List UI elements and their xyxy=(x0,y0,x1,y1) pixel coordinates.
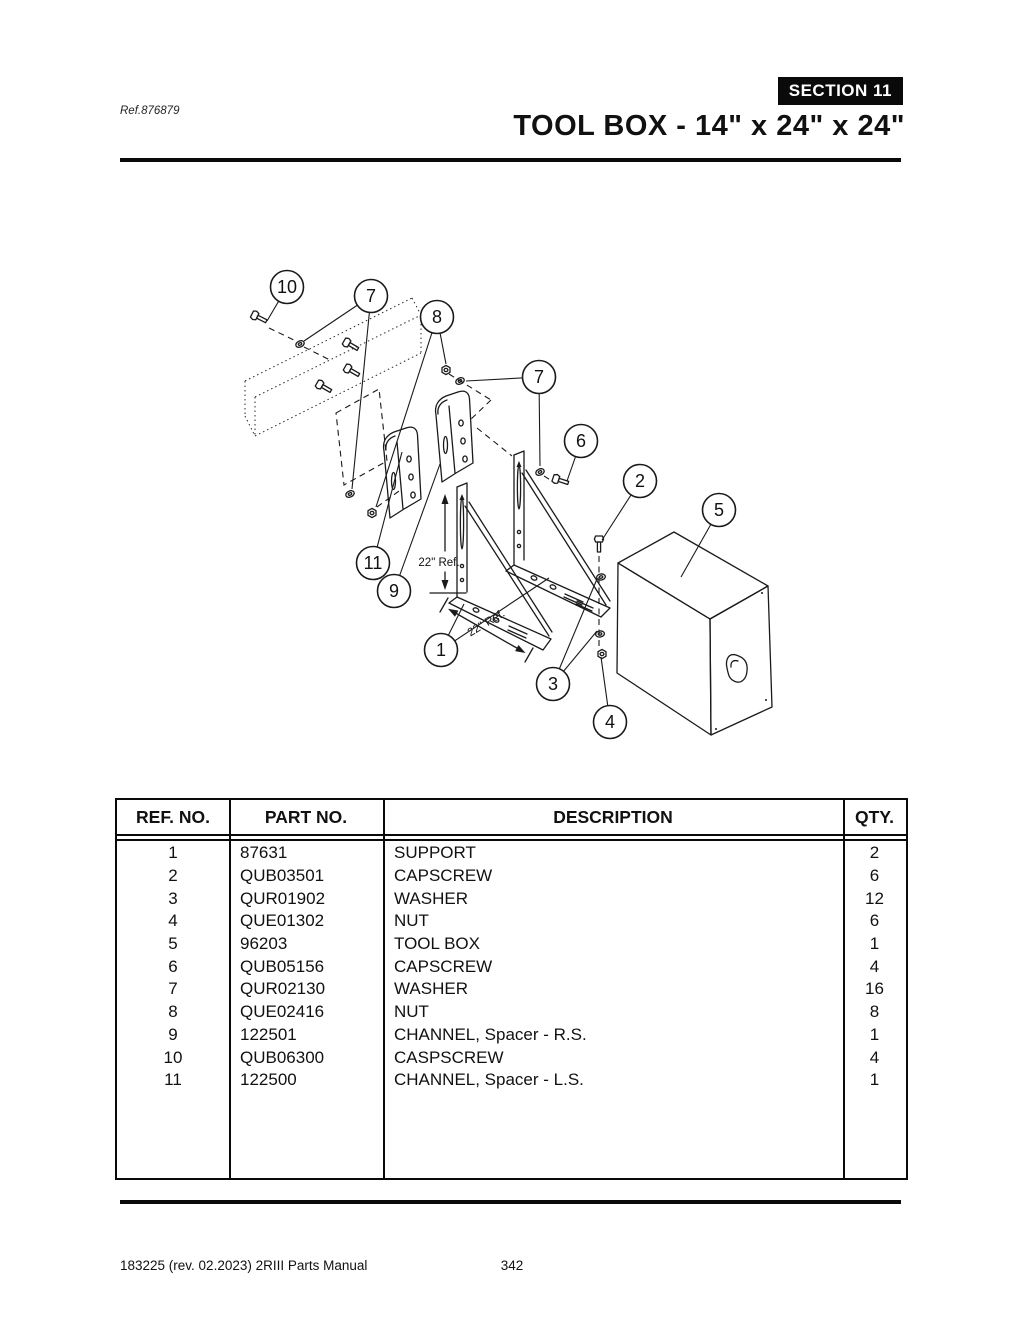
svg-text:4: 4 xyxy=(604,712,616,732)
svg-text:6: 6 xyxy=(575,431,587,451)
svg-text:8: 8 xyxy=(431,307,443,327)
callout-4 xyxy=(594,706,627,739)
table-row xyxy=(117,933,906,956)
callout-leader xyxy=(376,317,437,507)
cell-ref-no: 1 xyxy=(168,843,178,863)
footer-manual-info: 183225 (rev. 02.2023) 2RIII Parts Manual xyxy=(120,1258,368,1273)
hidden-bracket-outline xyxy=(336,389,387,485)
svg-text:10: 10 xyxy=(276,277,298,297)
cell-part-no: QUB03501 xyxy=(240,866,325,886)
cell-ref-no: 2 xyxy=(168,866,178,886)
dimension-vertical xyxy=(418,494,466,593)
table-row xyxy=(117,955,906,978)
table-row xyxy=(117,865,906,888)
callout-leader xyxy=(352,296,371,489)
table-row xyxy=(117,1069,906,1092)
fastener-glyphs xyxy=(250,310,606,659)
cell-qty: 8 xyxy=(869,1002,880,1022)
dimension-label-vertical: 22" Ref. xyxy=(418,557,460,569)
table-row xyxy=(117,1001,906,1024)
svg-text:3: 3 xyxy=(547,674,559,694)
callout-1 xyxy=(425,634,458,667)
table-row xyxy=(117,1046,906,1069)
cell-ref-no: 8 xyxy=(168,1002,178,1022)
header-underline xyxy=(117,834,906,836)
cell-ref-no: 6 xyxy=(168,956,178,976)
callout-11 xyxy=(357,547,390,580)
cell-qty: 4 xyxy=(869,1047,880,1067)
callout-7 xyxy=(523,361,556,394)
column-header-ref-no: REF. NO. xyxy=(136,806,210,827)
cell-qty: 1 xyxy=(869,1024,880,1044)
callout-7 xyxy=(355,280,388,313)
table-header-row xyxy=(117,800,906,834)
column-header-part-no: PART NO. xyxy=(264,806,348,827)
support-bracket-left xyxy=(449,483,552,650)
cell-part-no: QUR01902 xyxy=(240,888,326,908)
cell-qty: 6 xyxy=(869,911,880,931)
svg-text:1: 1 xyxy=(435,640,447,660)
cell-qty: 12 xyxy=(865,888,884,908)
table-body xyxy=(117,842,906,1092)
parts-table xyxy=(115,798,908,1180)
footer-rule xyxy=(120,1200,901,1204)
table-row xyxy=(117,887,906,910)
svg-text:7: 7 xyxy=(533,367,545,387)
document-ref-code: Ref.876879 xyxy=(120,105,180,117)
cell-description: CHANNEL, Spacer - L.S. xyxy=(394,1070,584,1090)
footer-page-number: 342 xyxy=(500,1258,524,1273)
table-row xyxy=(117,978,906,1001)
svg-text:9: 9 xyxy=(388,581,400,601)
cell-ref-no: 5 xyxy=(168,934,178,954)
cell-description: WASHER xyxy=(394,979,468,999)
header-underline xyxy=(117,839,906,841)
svg-text:11: 11 xyxy=(363,553,383,573)
callout-leader-lines xyxy=(267,287,719,722)
callout-6 xyxy=(565,425,598,458)
svg-text:2: 2 xyxy=(634,471,646,491)
cell-ref-no: 11 xyxy=(164,1070,182,1090)
cell-qty: 1 xyxy=(869,934,880,954)
table-row xyxy=(117,910,906,933)
cell-part-no: QUE01302 xyxy=(240,911,325,931)
callout-bubbles xyxy=(271,271,736,739)
callout-9 xyxy=(378,575,411,608)
cell-description: CAPSCREW xyxy=(394,956,493,976)
table-row xyxy=(117,1024,906,1047)
cell-qty: 16 xyxy=(865,979,884,999)
dimension-label-diagonal: 22" Ref. xyxy=(465,607,508,640)
cell-qty: 6 xyxy=(869,866,880,886)
cell-part-no: QUB06300 xyxy=(240,1047,325,1067)
exploded-diagram xyxy=(0,180,1024,795)
cell-description: CHANNEL, Spacer - R.S. xyxy=(394,1024,587,1044)
channel-spacer-rs xyxy=(436,391,473,482)
channel-spacer-ls xyxy=(384,427,421,518)
column-header-qty: QTY. xyxy=(855,806,894,827)
cell-description: NUT xyxy=(394,1002,429,1022)
cell-part-no: 96203 xyxy=(240,934,288,954)
page-title: TOOL BOX - 14" x 24" x 24" xyxy=(513,110,905,142)
section-badge: SECTION 11 xyxy=(778,77,903,105)
callout-3 xyxy=(537,668,570,701)
svg-text:7: 7 xyxy=(365,286,377,306)
cell-ref-no: 3 xyxy=(168,888,178,908)
svg-text:5: 5 xyxy=(713,500,725,520)
cell-qty: 1 xyxy=(869,1070,880,1090)
cell-part-no: QUR02130 xyxy=(240,979,326,999)
cell-part-no: 87631 xyxy=(240,843,288,863)
column-header-description: DESCRIPTION xyxy=(553,806,673,827)
callout-10 xyxy=(271,271,304,304)
table-row xyxy=(117,842,906,865)
cell-part-no: QUB05156 xyxy=(240,956,325,976)
cell-description: TOOL BOX xyxy=(394,934,480,954)
callout-8 xyxy=(421,301,454,334)
cell-description: CAPSCREW xyxy=(394,866,493,886)
cell-ref-no: 9 xyxy=(168,1024,178,1044)
cell-part-no: 122500 xyxy=(240,1070,297,1090)
frame-rail-phantom xyxy=(245,298,421,436)
cell-qty: 2 xyxy=(869,843,880,863)
cell-part-no: QUE02416 xyxy=(240,1002,325,1022)
cell-ref-no: 7 xyxy=(168,979,178,999)
cell-description: CASPSCREW xyxy=(394,1047,504,1067)
cell-description: NUT xyxy=(394,911,429,931)
cell-part-no: 122501 xyxy=(240,1024,297,1044)
header-rule xyxy=(120,158,901,162)
callout-2 xyxy=(624,465,657,498)
cell-ref-no: 10 xyxy=(163,1047,183,1067)
toolbox-part xyxy=(617,532,772,735)
cell-ref-no: 4 xyxy=(168,911,178,931)
cell-description: WASHER xyxy=(394,888,468,908)
cell-description: SUPPORT xyxy=(394,843,476,863)
callout-5 xyxy=(703,494,736,527)
cell-qty: 4 xyxy=(869,956,880,976)
